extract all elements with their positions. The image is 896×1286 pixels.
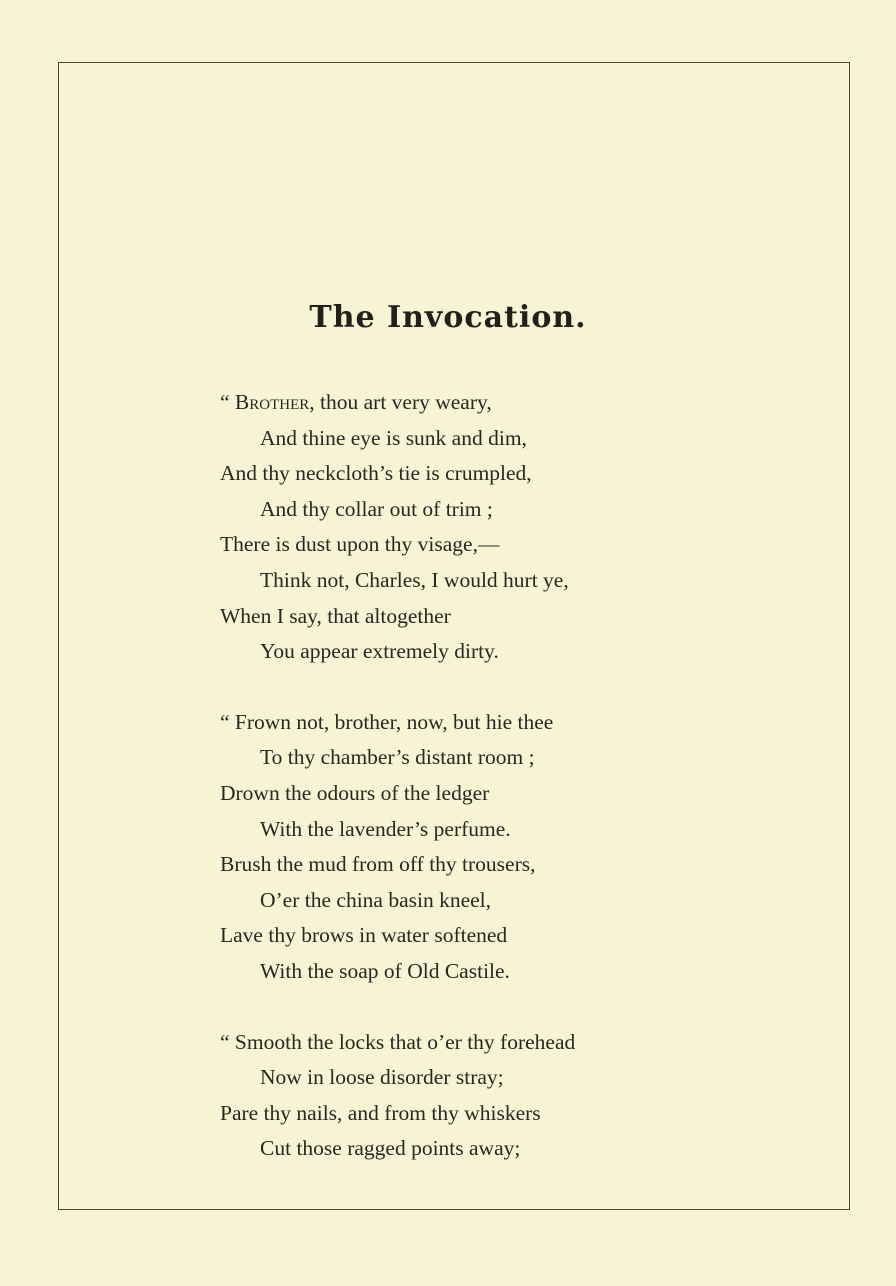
stanza-gap [220,670,780,705]
poem-line: Drown the odours of the ledger [220,780,490,805]
poem-line: And thine eye is sunk and dim, [260,425,527,450]
poem-title: The Invocation. [309,300,587,335]
poem-line: With the soap of Old Castile. [260,958,510,983]
poem-line: “ Smooth the locks that o’er thy forehead [220,1029,576,1054]
poem-line [220,385,780,421]
stanza-2 [220,705,780,990]
line-remainder: , thou art very weary, [309,390,492,414]
poem-line: Think not, Charles, I would hurt ye, [260,567,569,592]
stanza-gap [220,990,780,1025]
poem-line: When I say, that altogether [220,603,451,628]
poem-line: Now in loose disorder stray; [260,1065,504,1090]
poem-line: “ Frown not, brother, now, but hie thee [220,709,554,734]
stanza-3 [220,1025,780,1167]
poem-line: And thy neckcloth’s tie is crumpled, [220,461,532,486]
poem-line: With the lavender’s perfume. [260,816,511,841]
poem-line: Lave thy brows in water softened [220,923,508,948]
poem-line: To thy chamber’s distant room ; [260,745,535,770]
poem-line: O’er the china basin kneel, [260,887,492,912]
poem-body [220,385,780,1167]
poem-line: There is dust upon thy visage,— [220,532,500,557]
poem-line: Pare thy nails, and from thy whiskers [220,1100,541,1125]
poem-line: You appear extremely dirty. [260,639,499,664]
poem-line: Cut those ragged points away; [260,1136,521,1161]
opening-quote: “ [220,390,235,414]
poem-line: And thy collar out of trim ; [260,496,493,521]
stanza-1 [220,385,780,670]
small-caps-word: Brother [234,390,310,414]
poem-line: Brush the mud from off thy trousers, [220,852,536,877]
